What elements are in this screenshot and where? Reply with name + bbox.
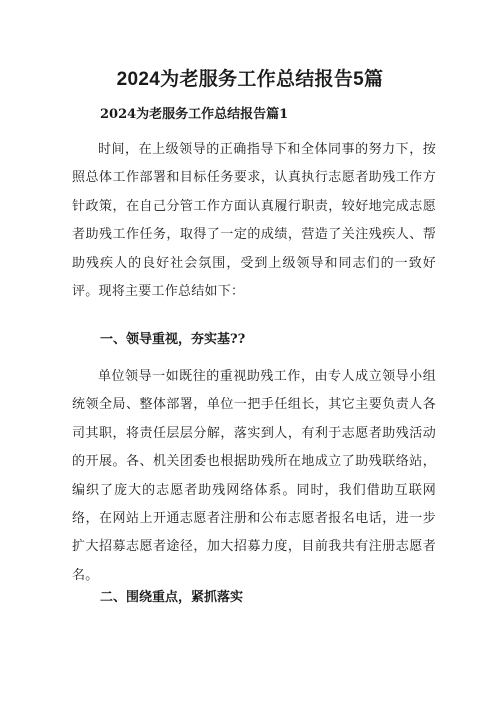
section-heading-2: 二、围绕重点，紧抓落实 (100, 590, 244, 605)
intro-paragraph: 时间，在上级领导的正确指导下和全体同事的努力下，按照总体工作部署和目标任务要求，认真执行志愿者助残工作方针政策，在自己分管工作方面认真履行职责，较好地完成志愿者助残工作任务，取得了一定的成绩，营造了关注残疾人、帮助残疾人的良好社会氛围，受到上级领导和同志们的一致好评。现将主要工作总结如下： (72, 142, 436, 300)
section-1-paragraph: 单位领导一如既往的重视助残工作，由专人成立领导小组统领全局、整体部署，单位一把手任组长，其它主要负责人各司其职，将责任层层分解，落实到人，有利于志愿者助残活动的开展。各、机关团委也根据助残所在地成立了助残联络站，编织了庞大的志愿者助残网络体系。同时，我们借助互联网络，在网站上开通志愿者注册和公布志愿者报名电话，进一步扩大招募志愿者途径，加大招募力度，目前我共有注册志愿者名。 (72, 369, 436, 583)
section-heading-1: 一、领导重视，夯实基?? (100, 332, 246, 347)
document-subtitle: 2024为老服务工作总结报告篇1 (100, 107, 289, 122)
document-title: 2024为老服务工作总结报告5篇 (116, 69, 384, 90)
